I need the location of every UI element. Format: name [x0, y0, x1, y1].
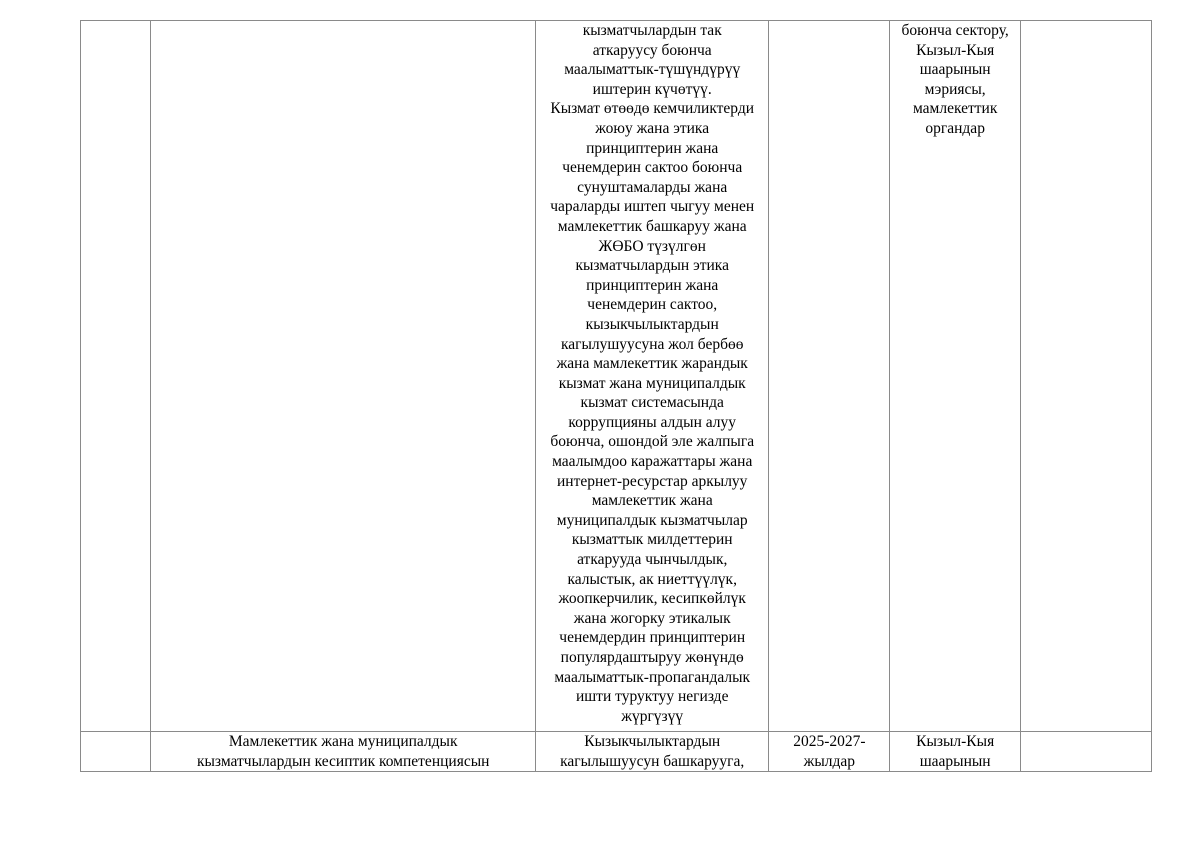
text-line: аткарууда чынчылдык, [577, 551, 728, 569]
text-line: боюнча, ошондой эле жалпыга [550, 433, 755, 451]
text-line: жоюу жана этика [595, 119, 710, 137]
text-line: жана мамлекеттик жарандык [556, 355, 748, 373]
text-line: принциптерин жана [586, 276, 719, 294]
text-line: интернет-ресурстар аркылуу [556, 472, 748, 490]
text-line: ЖӨБО түзүлгөн [598, 237, 706, 255]
text-line: органдар [925, 119, 985, 137]
text-line: ченемдердин принциптерин [559, 629, 746, 647]
row1-measure-cell [151, 21, 536, 732]
row2-responsible-cell [890, 732, 1021, 772]
text-line: коррупцияны алдын алуу [568, 413, 737, 431]
text-line: боюнча сектору, [901, 22, 1009, 39]
text-line: кызматчылардын этика [575, 257, 729, 275]
text-line: 2025-2027- [793, 733, 866, 750]
text-line: кызыкчылыктардын [585, 315, 719, 333]
text-line: калыстык, ак ниеттүүлүк, [567, 570, 737, 588]
row1-deadline-cell [769, 21, 890, 732]
text-line: аткаруусу боюнча [592, 41, 712, 59]
text-line: Кызыл-Кыя [916, 41, 995, 59]
row2-note-cell [1021, 732, 1152, 772]
text-line: мамлекеттик [912, 100, 998, 118]
text-line: жүргүзүү [621, 707, 684, 725]
row1-activity-cell [535, 21, 769, 732]
text-line: жылдар [803, 752, 856, 770]
text-line: жана жогорку этикалык [573, 609, 731, 627]
text-line: Кызмат өтөөдө кемчиликтерди [550, 100, 755, 118]
text-line: сунуштамаларды жана [577, 178, 728, 196]
text-line: кагылышуусун башкарууга, [560, 752, 745, 770]
row1-responsible-cell [890, 21, 1021, 732]
text-line: маалыматтык-пропагандалык [554, 668, 751, 686]
row1-number-cell [81, 21, 151, 732]
row1-responsible-text [891, 21, 1019, 139]
row2-measure-cell [151, 732, 536, 772]
text-line: кызматчылардын кесиптик компетенциясын [196, 752, 490, 770]
row2-responsible-text [891, 732, 1019, 771]
row2-activity-cell [535, 732, 769, 772]
text-line: популярдаштыруу жөнүндө [560, 649, 744, 666]
text-line: кызматчылардын так [582, 22, 722, 39]
text-line: шаарынын [919, 752, 991, 770]
text-line: муниципалдык кызматчылар [556, 511, 748, 529]
document-table [80, 20, 1152, 772]
text-line: иштерин күчөтүү. [592, 80, 712, 98]
row2-number-cell [81, 732, 151, 772]
text-line: кагылушуусуна жол бербөө [560, 335, 744, 353]
text-line: Кызыкчылыктардын [584, 733, 721, 750]
text-line: принциптерин жана [586, 139, 719, 157]
text-line: кызмат жана муниципалдык [558, 374, 746, 392]
text-line: чараларды иштеп чыгуу менен [550, 198, 755, 216]
row1-note-cell [1021, 21, 1152, 732]
text-line: кызматтык милдеттерин [571, 531, 733, 549]
text-line: Кызыл-Кыя [916, 733, 995, 750]
table-row [81, 21, 1152, 732]
text-line: ишти туруктуу негизде [575, 688, 729, 706]
text-line: маалыматтык-түшүндүрүү [564, 61, 741, 79]
text-line: мамлекеттик жана [591, 492, 713, 510]
text-line: мэриясы, [924, 80, 986, 98]
text-line: ченемдерин сактоо, [587, 296, 718, 314]
text-line: маалымдоо каражаттары жана [552, 453, 753, 471]
text-line: кызмат системасында [580, 394, 724, 412]
row1-activity-text [537, 21, 768, 726]
text-line: шаарынын [919, 61, 991, 79]
row2-measure-text [152, 732, 534, 771]
table-row [81, 732, 1152, 772]
row2-activity-text [537, 732, 768, 771]
text-line: ченемдерин сактоо боюнча [562, 159, 743, 177]
text-line: Мамлекеттик жана муниципалдык [228, 733, 458, 750]
text-line: жоопкерчилик, кесипкөйлүк [558, 590, 746, 608]
row2-deadline-cell [769, 732, 890, 772]
text-line: мамлекеттик башкаруу жана [557, 217, 747, 235]
row2-deadline-text [770, 732, 888, 771]
